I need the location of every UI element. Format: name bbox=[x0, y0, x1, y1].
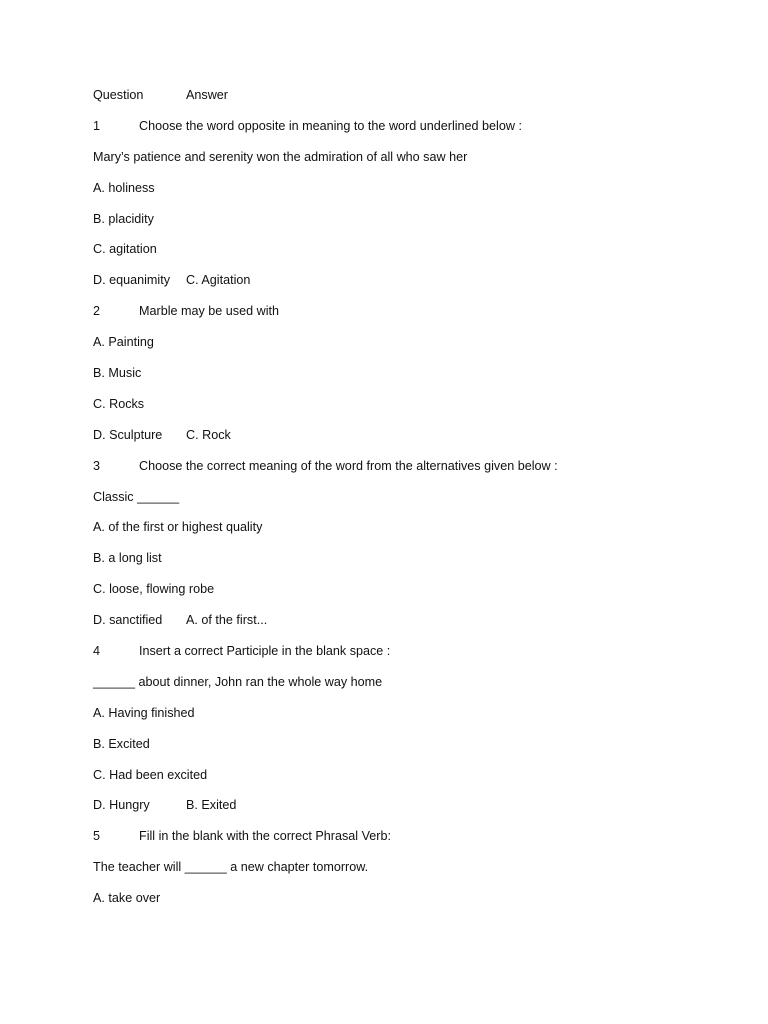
question-prompt-row bbox=[93, 642, 713, 673]
option-text: B. Music bbox=[93, 366, 142, 381]
document-page bbox=[93, 86, 713, 920]
option-row bbox=[93, 580, 713, 611]
question-stem-text: ______ about dinner, John ran the whole way home bbox=[93, 674, 383, 689]
option-row bbox=[93, 611, 713, 642]
answer-text: C. Rock bbox=[186, 427, 231, 442]
answer-text: B. Exited bbox=[186, 798, 237, 813]
option-text: D. Sculpture bbox=[93, 427, 163, 442]
option-row bbox=[93, 549, 713, 580]
option-text: A. take over bbox=[93, 891, 161, 906]
option-text: C. Had been excited bbox=[93, 767, 208, 782]
option-row bbox=[93, 735, 713, 766]
option-text: C. Rocks bbox=[93, 396, 145, 411]
question-prompt: Marble may be used with bbox=[139, 304, 279, 319]
option-row bbox=[93, 333, 713, 364]
question-number: 5 bbox=[93, 829, 101, 844]
option-text: C. loose, flowing robe bbox=[93, 582, 215, 597]
answer-text: C. Agitation bbox=[186, 273, 251, 288]
option-text: A. holiness bbox=[93, 180, 155, 195]
option-row bbox=[93, 364, 713, 395]
question-stem bbox=[93, 148, 713, 179]
option-row bbox=[93, 179, 713, 210]
option-text: B. a long list bbox=[93, 551, 162, 566]
question-number: 4 bbox=[93, 644, 101, 659]
option-row bbox=[93, 889, 713, 920]
option-row bbox=[93, 426, 713, 457]
option-row bbox=[93, 766, 713, 797]
question-stem bbox=[93, 858, 713, 889]
question-prompt-row bbox=[93, 827, 713, 858]
question-column-header: Question bbox=[93, 88, 144, 102]
question-prompt-row bbox=[93, 457, 713, 488]
question-stem-text: Mary’s patience and serenity won the admiration of all who saw her bbox=[93, 149, 468, 164]
question-prompt: Choose the word opposite in meaning to the word underlined below : bbox=[139, 118, 522, 133]
question-stem-text: Classic ______ bbox=[93, 489, 180, 504]
option-row bbox=[93, 796, 713, 827]
option-text: D. Hungry bbox=[93, 798, 150, 813]
option-text: A. Painting bbox=[93, 335, 154, 350]
answer-text: A. of the first... bbox=[186, 613, 268, 628]
option-text: D. sanctified bbox=[93, 613, 163, 628]
question-prompt: Fill in the blank with the correct Phrasal Verb: bbox=[139, 829, 391, 844]
answer-column-header: Answer bbox=[186, 88, 228, 102]
question-prompt-row bbox=[93, 117, 713, 148]
question-prompt: Choose the correct meaning of the word from the alternatives given below : bbox=[139, 458, 558, 473]
option-row bbox=[93, 518, 713, 549]
question-stem bbox=[93, 673, 713, 704]
question-number: 1 bbox=[93, 118, 101, 133]
option-text: B. placidity bbox=[93, 211, 154, 226]
option-text: C. agitation bbox=[93, 242, 157, 257]
option-text: A. Having finished bbox=[93, 705, 195, 720]
option-text: B. Excited bbox=[93, 736, 150, 751]
option-row bbox=[93, 395, 713, 426]
option-row bbox=[93, 271, 713, 302]
option-row bbox=[93, 210, 713, 241]
header-row bbox=[93, 86, 713, 117]
question-prompt: Insert a correct Participle in the blank space : bbox=[139, 644, 391, 659]
question-prompt-row bbox=[93, 302, 713, 333]
question-stem-text: The teacher will ______ a new chapter tomorrow. bbox=[93, 860, 369, 875]
option-row bbox=[93, 704, 713, 735]
option-row bbox=[93, 240, 713, 271]
question-number: 2 bbox=[93, 304, 101, 319]
option-text: A. of the first or highest quality bbox=[93, 520, 263, 535]
option-text: D. equanimity bbox=[93, 273, 170, 288]
question-number: 3 bbox=[93, 458, 101, 473]
question-stem bbox=[93, 488, 713, 519]
